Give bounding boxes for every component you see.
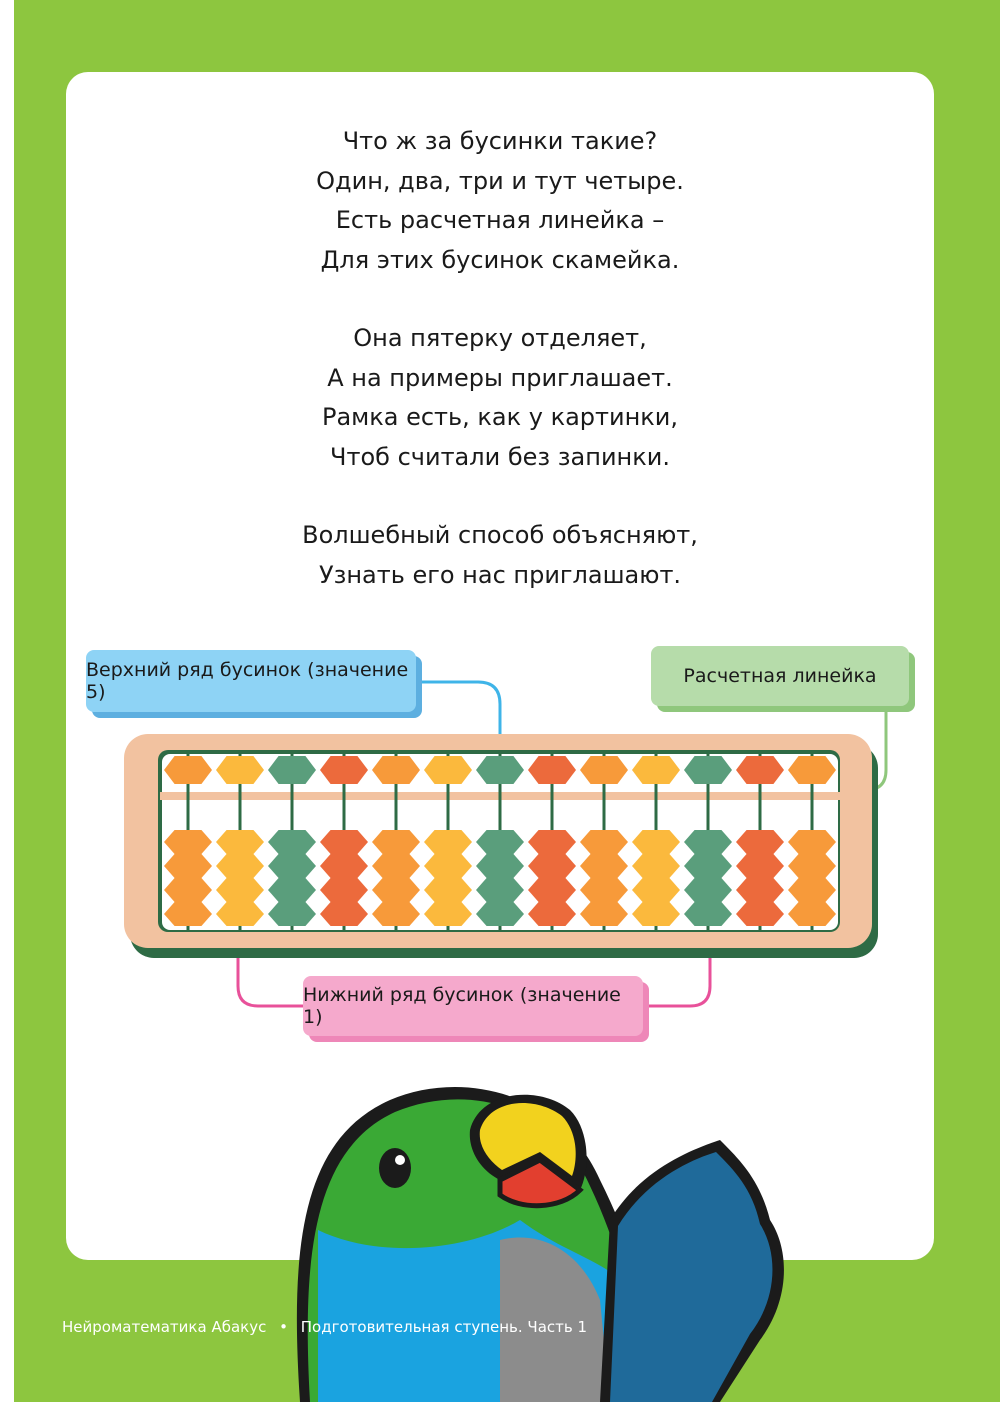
poem-line: Рамка есть, как у картинки, <box>321 403 679 431</box>
label-bottom-row: Нижний ряд бусинок (значение 1) <box>303 976 643 1036</box>
footer-separator: • <box>279 1318 288 1336</box>
poem-line: А на примеры приглашает. <box>327 363 673 392</box>
label-counting-bar: Расчетная линейка <box>651 646 909 706</box>
poem-line: Чтоб считали без запинки. <box>330 442 670 471</box>
poem-line: Есть расчетная линейка – <box>335 206 665 234</box>
poem-line: Она пятерку отделяет, <box>353 324 647 352</box>
parrot-mascot <box>297 1087 784 1402</box>
footer-level: Подготовительная ступень. Часть 1 <box>300 1318 588 1336</box>
poem-line: Узнать его нас приглашают. <box>318 560 682 589</box>
poem-line: Волшебный способ объясняют, <box>302 521 698 549</box>
poem-line: Что ж за бусинки такие? <box>342 127 658 155</box>
footer-book-title: Нейроматематика Абакус <box>62 1318 267 1336</box>
label-top-row: Верхний ряд бусинок (значение 5) <box>86 650 416 712</box>
poem-line: Для этих бусинок скамейка. <box>320 245 680 274</box>
page-footer <box>62 1318 595 1336</box>
poem-line: Один, два, три и тут четыре. <box>316 166 684 195</box>
